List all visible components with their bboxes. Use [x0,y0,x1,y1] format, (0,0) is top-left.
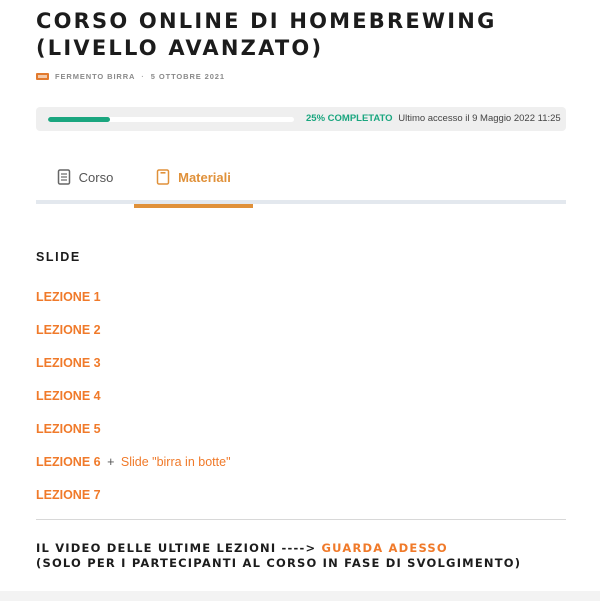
watch-now-link[interactable]: GUARDA ADESSO [321,541,448,555]
lesson-5-link[interactable]: LEZIONE 5 [36,422,101,436]
document-icon [57,169,71,185]
post-date: 5 OTTOBRE 2021 [150,71,225,81]
course-progress [36,107,566,131]
page-title-line-1: CORSO ONLINE DI HOMEBREWING [36,9,497,33]
lesson-3-link[interactable]: LEZIONE 3 [36,356,101,370]
tab-corso-label: Corso [78,169,114,185]
brand-logo-icon [36,73,49,80]
list-item [36,323,566,356]
list-item [36,488,566,521]
list-item [36,356,566,389]
lesson-4-link[interactable]: LEZIONE 4 [36,389,101,403]
author-link[interactable]: FERMENTO BIRRA [55,71,136,81]
video-note [36,541,576,571]
section-title: SLIDE [36,250,81,264]
lesson-list [36,290,566,521]
page-bottom-strip [0,591,600,601]
video-note-text: (SOLO PER I PARTECIPANTI AL CORSO IN FASE DI SVOLGIMENTO) [36,556,522,570]
progress-bar [48,117,294,122]
list-item [36,290,566,323]
course-tabs [36,150,566,204]
video-prefix: IL VIDEO DELLE ULTIME LEZIONI ----> [36,541,317,555]
progress-text [306,113,561,124]
page-title [36,8,576,62]
meta-separator: · [141,71,145,81]
lesson-6-link[interactable]: LEZIONE 6 [36,455,101,469]
lesson-1-link[interactable]: LEZIONE 1 [36,290,101,304]
progress-bar-fill [48,117,110,122]
tab-corso[interactable] [36,150,134,204]
tab-materiali-label: Materiali [178,169,231,185]
tab-materiali[interactable] [134,150,253,204]
last-access: Ultimo accesso il 9 Maggio 2022 11:25 [398,113,561,124]
page-title-line-2: (LIVELLO AVANZATO) [36,36,324,60]
lesson-7-link[interactable]: LEZIONE 7 [36,488,101,502]
post-meta [36,70,225,82]
divider [36,519,566,520]
list-item [36,422,566,455]
lesson-2-link[interactable]: LEZIONE 2 [36,323,101,337]
plus-sign: + [107,455,115,469]
list-item [36,455,566,488]
progress-percent: 25% COMPLETATO [306,113,393,124]
slide-birra-in-botte-link[interactable]: Slide "birra in botte" [120,455,231,469]
tablet-icon [156,169,170,185]
list-item [36,389,566,422]
